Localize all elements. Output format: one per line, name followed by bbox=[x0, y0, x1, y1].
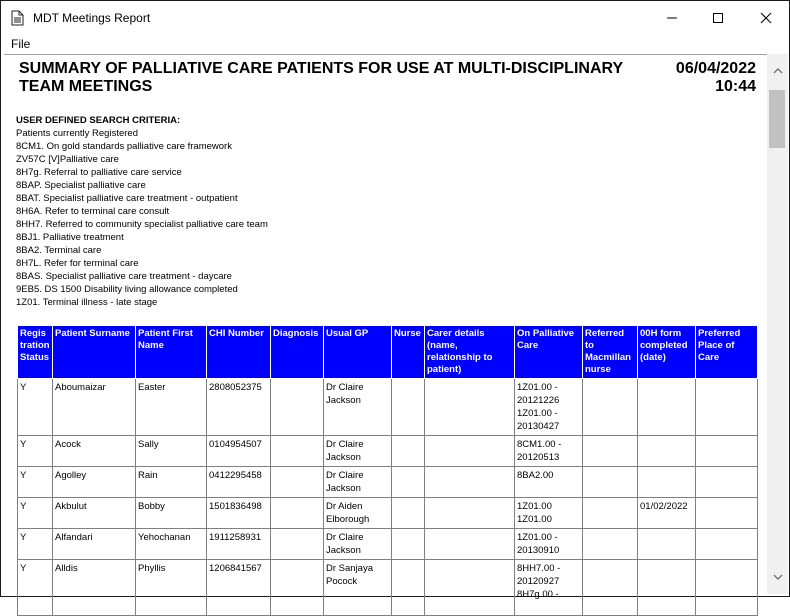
cell bbox=[271, 467, 324, 498]
cell bbox=[696, 379, 758, 436]
criteria-line: Patients currently Registered bbox=[16, 128, 138, 139]
cell bbox=[638, 436, 696, 467]
cell: Dr Sanjaya Pocock bbox=[324, 560, 392, 616]
table-row bbox=[18, 560, 758, 616]
cell bbox=[638, 560, 696, 616]
cell: Y bbox=[18, 560, 53, 616]
cell: Akbulut bbox=[53, 498, 136, 529]
cell: 1Z01.00 - 20121226 1Z01.00 - 20130427 bbox=[515, 379, 583, 436]
cell bbox=[425, 529, 515, 560]
cell: 1Z01.00 - 20130910 bbox=[515, 529, 583, 560]
minimize-button[interactable] bbox=[649, 1, 695, 35]
cell bbox=[583, 529, 638, 560]
cell: 8HH7.00 - 20120927 8H7g.00 - bbox=[515, 560, 583, 616]
header-preferred-place: Preferred Place of Care bbox=[696, 326, 758, 379]
maximize-button[interactable] bbox=[695, 1, 741, 35]
cell: Y bbox=[18, 467, 53, 498]
table-row bbox=[18, 467, 758, 498]
cell: Alfandari bbox=[53, 529, 136, 560]
cell: 1911258931 bbox=[207, 529, 271, 560]
report-date: 06/04/2022 bbox=[675, 60, 756, 77]
cell bbox=[271, 436, 324, 467]
cell: 2808052375 bbox=[207, 379, 271, 436]
criteria-line: ZV57C [V]Palliative care bbox=[16, 154, 119, 165]
cell: Y bbox=[18, 529, 53, 560]
cell bbox=[425, 467, 515, 498]
table-row bbox=[18, 498, 758, 529]
cell bbox=[638, 529, 696, 560]
cell: Bobby bbox=[136, 498, 207, 529]
cell: 8BA2.00 bbox=[515, 467, 583, 498]
maximize-icon bbox=[712, 12, 724, 24]
cell: Y bbox=[18, 436, 53, 467]
patients-table bbox=[17, 325, 758, 616]
cell bbox=[392, 560, 425, 616]
cell bbox=[583, 436, 638, 467]
header-patient-surname: Patient Surname bbox=[53, 326, 136, 379]
header-patient-first-name: Patient First Name bbox=[136, 326, 207, 379]
cell bbox=[425, 379, 515, 436]
cell: 0104954507 bbox=[207, 436, 271, 467]
vertical-scrollbar[interactable] bbox=[767, 54, 788, 594]
table-row bbox=[18, 436, 758, 467]
criteria-line: 8BAT. Specialist palliative care treatment - outpatient bbox=[16, 193, 238, 204]
cell: Agolley bbox=[53, 467, 136, 498]
table-row bbox=[18, 529, 758, 560]
menu-file[interactable]: File bbox=[11, 37, 31, 51]
criteria-line: 9EB5. DS 1500 Disability living allowance completed bbox=[16, 284, 238, 295]
cell bbox=[392, 498, 425, 529]
cell bbox=[425, 498, 515, 529]
cell bbox=[638, 467, 696, 498]
criteria-line: 8HH7. Referred to community specialist palliative care team bbox=[16, 219, 268, 230]
cell: 1Z01.00 1Z01.00 bbox=[515, 498, 583, 529]
header-referred-to-macmillan: Referred to Macmillan nurse bbox=[583, 326, 638, 379]
cell bbox=[392, 529, 425, 560]
cell bbox=[696, 467, 758, 498]
cell: 1501836498 bbox=[207, 498, 271, 529]
cell bbox=[425, 436, 515, 467]
cell: Aboumaizar bbox=[53, 379, 136, 436]
criteria-line: 8CM1. On gold standards palliative care framework bbox=[16, 141, 232, 152]
cell bbox=[271, 529, 324, 560]
title-bar[interactable] bbox=[1, 1, 789, 35]
report-datetime bbox=[676, 60, 756, 96]
criteria-line: 8H7L. Refer for terminal care bbox=[16, 258, 139, 269]
search-criteria bbox=[16, 114, 268, 309]
report-title: SUMMARY OF PALLIATIVE CARE PATIENTS FOR USE AT MULTI-DISCIPLINARY TEAM MEETINGS bbox=[19, 60, 623, 95]
header-carer-details: Carer details (name, relationship to patient) bbox=[425, 326, 515, 379]
menu-bar bbox=[1, 35, 789, 53]
cell: Rain bbox=[136, 467, 207, 498]
cell bbox=[392, 436, 425, 467]
cell: Dr Aiden Elborough bbox=[324, 498, 392, 529]
cell bbox=[696, 498, 758, 529]
chevron-up-icon bbox=[773, 68, 783, 74]
cell: Acock bbox=[53, 436, 136, 467]
cell: Dr Claire Jackson bbox=[324, 529, 392, 560]
criteria-line: 8BAS. Specialist palliative care treatment - daycare bbox=[16, 271, 232, 282]
criteria-line: 8H7g. Referral to palliative care service bbox=[16, 167, 182, 178]
cell bbox=[583, 467, 638, 498]
window-title: MDT Meetings Report bbox=[33, 11, 151, 25]
scroll-thumb[interactable] bbox=[769, 90, 785, 148]
criteria-line: 8BA2. Terminal care bbox=[16, 245, 102, 256]
criteria-line: 8BJ1. Palliative treatment bbox=[16, 232, 124, 243]
report-time: 10:44 bbox=[715, 78, 756, 95]
header-nurse: Nurse bbox=[392, 326, 425, 379]
header-00h-form: 00H form completed (date) bbox=[638, 326, 696, 379]
header-usual-gp: Usual GP bbox=[324, 326, 392, 379]
cell bbox=[271, 379, 324, 436]
criteria-heading: USER DEFINED SEARCH CRITERIA: bbox=[16, 115, 181, 126]
cell: Alldis bbox=[53, 560, 136, 616]
cell bbox=[583, 560, 638, 616]
criteria-line: 8H6A. Refer to terminal care consult bbox=[16, 206, 170, 217]
criteria-line: 1Z01. Terminal illness - late stage bbox=[16, 297, 158, 308]
cell: Dr Claire Jackson bbox=[324, 379, 392, 436]
scroll-down-button[interactable] bbox=[767, 560, 788, 594]
cell bbox=[638, 379, 696, 436]
cell bbox=[583, 498, 638, 529]
cell bbox=[696, 560, 758, 616]
cell: 8CM1.00 - 20120513 bbox=[515, 436, 583, 467]
chevron-down-icon bbox=[773, 574, 783, 580]
header-on-palliative-care: On Palliative Care bbox=[515, 326, 583, 379]
close-button[interactable] bbox=[743, 1, 789, 35]
table-row bbox=[18, 379, 758, 436]
header-chi-number: CHI Number bbox=[207, 326, 271, 379]
cell bbox=[425, 560, 515, 616]
header-diagnosis: Diagnosis bbox=[271, 326, 324, 379]
cell bbox=[696, 436, 758, 467]
table-header-row bbox=[18, 326, 758, 379]
cell: Dr Claire Jackson bbox=[324, 467, 392, 498]
cell bbox=[696, 529, 758, 560]
cell: Y bbox=[18, 498, 53, 529]
cell: Easter bbox=[136, 379, 207, 436]
cell bbox=[271, 498, 324, 529]
cell: 0412295458 bbox=[207, 467, 271, 498]
cell: Sally bbox=[136, 436, 207, 467]
cell: Dr Claire Jackson bbox=[324, 436, 392, 467]
cell bbox=[392, 467, 425, 498]
cell: Phyllis bbox=[136, 560, 207, 616]
criteria-line: 8BAP. Specialist palliative care bbox=[16, 180, 146, 191]
cell: Yehochanan bbox=[136, 529, 207, 560]
cell: 1206841567 bbox=[207, 560, 271, 616]
report-content bbox=[4, 54, 767, 600]
cell: Y bbox=[18, 379, 53, 436]
cell: 01/02/2022 bbox=[638, 498, 696, 529]
cell bbox=[271, 560, 324, 616]
header-registration-status: Regis tration Status bbox=[18, 326, 53, 379]
scroll-up-button[interactable] bbox=[767, 54, 788, 88]
cell bbox=[583, 379, 638, 436]
close-icon bbox=[760, 12, 772, 24]
minimize-icon bbox=[666, 12, 678, 24]
document-icon bbox=[11, 10, 24, 26]
cell bbox=[392, 379, 425, 436]
